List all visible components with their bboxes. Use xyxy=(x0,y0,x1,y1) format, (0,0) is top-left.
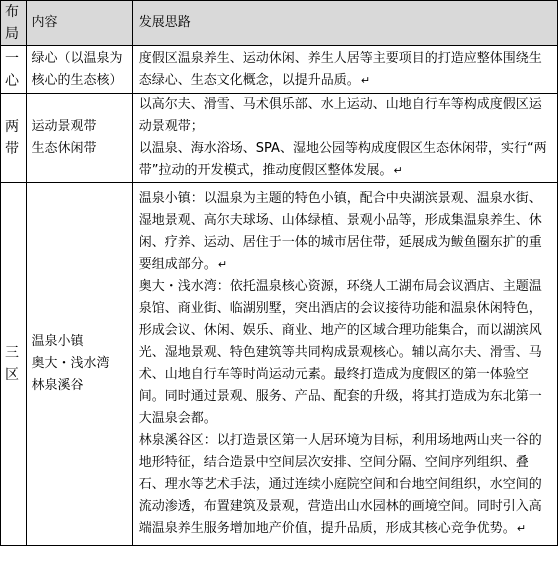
content-item: 生态休闲带 xyxy=(31,141,97,156)
header-layout: 布局 xyxy=(1,1,27,46)
idea-paragraph: 温泉小镇：以温泉为主题的特色小镇，配合中央湖滨景观、温泉水街、湿地景观、高尔夫球场、山体绿植、景观小品等，形成集温泉养生、休闲、疗养、运动、居住于一体的城市居住带，延展成为鲅鱼圈东扩的重要组成部分。↵ xyxy=(138,191,542,272)
row-layout-cell: 三区 xyxy=(1,183,27,546)
content-item: 温泉小镇 xyxy=(31,334,84,349)
paragraph-mark-icon: ↵ xyxy=(516,522,527,535)
row-ideas-cell xyxy=(132,46,557,94)
header-content: 内容 xyxy=(26,1,132,46)
table-row xyxy=(1,183,558,546)
idea-paragraph: 度假区温泉养生、运动休闲、养生人居等主要项目的打造应整体围绕生态绿心、生态文化概念，以提升品质。↵ xyxy=(138,50,542,88)
content-item: 运动景观带 xyxy=(31,119,97,134)
table-header-row xyxy=(1,1,558,46)
header-ideas: 发展思路 xyxy=(132,1,557,46)
row-content-cell xyxy=(26,46,132,94)
idea-paragraph: 林泉溪谷区：以打造景区第一人居环境为目标，利用场地两山夹一谷的地形特征，结合造景中空间层次安排、空间分隔、空间序列组织、叠石、理水等艺术手法，通过连续小庭院空间和台地空间组织，水空间的流动渗透，布置建筑及景观，营造出山水园林的画境空间。同时引入高端温泉养生服务增加地产价值，提升品质，形成其核心竞争优势。↵ xyxy=(138,433,542,536)
content-item: 绿心（以温泉为核心的生态核） xyxy=(31,50,123,88)
row-layout-cell: 两带 xyxy=(1,94,27,183)
paragraph-mark-icon: ↵ xyxy=(360,73,371,87)
idea-paragraph: 以高尔夫、滑雪、马术俱乐部、水上运动、山地自行车等构成度假区运动景观带； xyxy=(138,97,542,134)
paragraph-mark-icon: ↵ xyxy=(217,258,228,271)
idea-paragraph: 以温泉、海水浴场、SPA、湿地公园等构成度假区生态休闲带，实行“两带”拉动的开发模式，推动度假区整体发展。↵ xyxy=(138,141,547,178)
row-ideas-cell xyxy=(132,94,557,183)
content-item: 林泉溪谷 xyxy=(31,378,84,393)
row-content-cell xyxy=(26,183,132,546)
paragraph-mark-icon: ↵ xyxy=(393,164,403,177)
row-layout-cell: 一心 xyxy=(1,46,27,94)
row-ideas-cell xyxy=(132,183,557,546)
table-row xyxy=(1,94,558,183)
table-row xyxy=(1,46,558,94)
content-item: 奥大・浅水湾 xyxy=(31,356,110,371)
idea-paragraph: 奥大・浅水湾：依托温泉核心资源，环绕人工湖布局会议酒店、主题温泉馆、商业街、临湖别墅，突出酒店的会议接待功能和温泉休闲特色，形成会议、休闲、娱乐、商业、地产的区域合理功能集合，而以湖滨风光、湿地景观、特色建筑等共同构成景观核心。辅以高尔夫、滑雪、马术、山地自行车等时尚运动元素。最终打造成为度假区的第一体验空间。同时通过景观、服务、产品、配套的升级，将其打造成为东北第一大温泉会都。 xyxy=(138,279,542,426)
row-content-cell xyxy=(26,94,132,183)
